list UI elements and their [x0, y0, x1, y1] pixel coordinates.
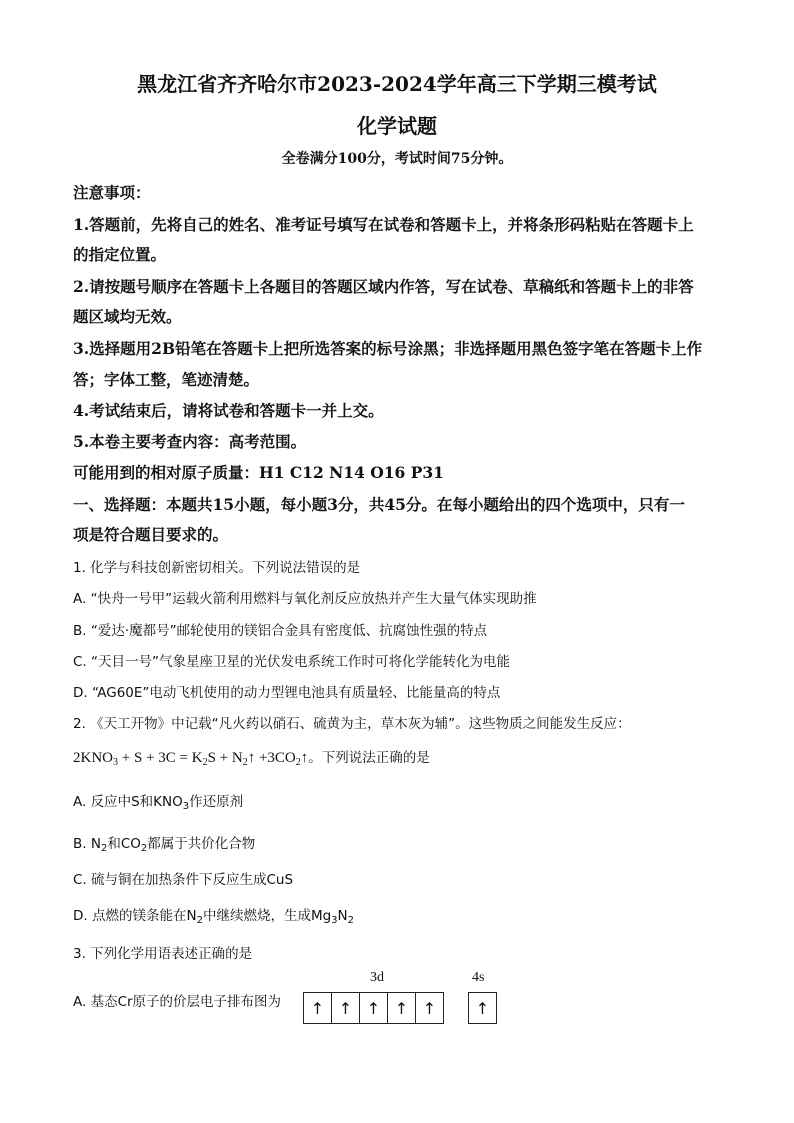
notice-item-2b: 题区域均无效。	[73, 307, 182, 326]
q1-stem: 1. 化学与科技创新密切相关。下列说法错误的是	[73, 560, 361, 576]
electron-up-arrow-icon: ↑	[388, 993, 416, 1023]
exam-info: 全卷满分100分，考试时间75分钟。	[281, 151, 513, 167]
q3-stem: 3. 下列化学用语表述正确的是	[73, 946, 253, 962]
section-heading-a: 一、选择题：本题共15小题，每小题3分，共45分。在每小题给出的四个选项中，只有一	[73, 495, 685, 514]
atomic-masses: 可能用到的相对原子质量：H1 C12 N14 O16 P31	[73, 463, 444, 482]
q2-equation: $2KNO_3 + S + 3C = K_2S$ + $N_2↑$ $+3CO_2↑$	[73, 750, 309, 768]
notice-item-1b: 的指定位置。	[73, 245, 167, 264]
electron-up-arrow-icon: ↑	[422, 998, 437, 1018]
notice-heading: 注意事项：	[73, 183, 151, 202]
q1-option-b: B. “爱达·魔都号”邮轮使用的镁铝合金具有密度低、抗腐蚀性强的特点	[73, 623, 488, 639]
notice-item-1a: 1.答题前，先将自己的姓名、准考证号填写在试卷和答题卡上，并将条形码粘贴在答题卡上	[73, 215, 694, 234]
exam-title: 黑龙江省齐齐哈尔市2023-2024学年高三下学期三模考试	[137, 72, 657, 96]
orbital-label-3d: 3d	[370, 970, 384, 985]
notice-item-5: 5.本卷主要考查内容：高考范围。	[73, 432, 307, 451]
q2-option-d: D. 点燃的镁条能在$N_2$中继续燃烧，生成$Mg_3N_2$	[73, 908, 355, 926]
q2-stem: 2. 《天工开物》中记载“凡火药以硝石、硫黄为主，草木灰为辅”。这些物质之间能发生反应：	[73, 716, 631, 732]
q1-option-d: D. “AG60E”电动飞机使用的动力型锂电池具有质量轻、比能量高的特点	[73, 685, 501, 701]
orbital-3d-boxes	[303, 992, 444, 1024]
q3-option-a: A. 基态Cr原子的价层电子排布图为	[73, 994, 282, 1010]
q2-option-c: C. 硫与铜在加热条件下反应生成CuS	[73, 872, 294, 888]
q1-option-a: A. “快舟一号甲”运载火箭利用燃料与氧化剂反应放热并产生大量气体实现助推	[73, 591, 537, 607]
orbital-4s-box	[468, 992, 497, 1024]
q2-equation-line	[73, 746, 430, 767]
q1-option-c: C. “天目一号”气象星座卫星的光伏发电系统工作时可将化学能转化为电能	[73, 654, 510, 670]
notice-item-3b: 答；字体工整，笔迹清楚。	[73, 370, 260, 389]
exam-subject: 化学试题	[357, 114, 437, 138]
q2-option-b: B. $N_2$和$CO_2$都属于共价化合物	[73, 836, 256, 854]
notice-item-4: 4.考试结束后，请将试卷和答题卡一并上交。	[73, 401, 384, 420]
electron-up-arrow-icon: ↑	[360, 993, 388, 1023]
q2-option-a: A. 反应中S和$KNO_3$作还原剂	[73, 794, 244, 812]
section-heading-b: 项是符合题目要求的。	[73, 525, 229, 544]
electron-up-arrow-icon: ↑	[475, 998, 490, 1018]
q2-equation-tail: 。下列说法正确的是	[308, 750, 430, 766]
notice-item-3a: 3.选择题用2B铅笔在答题卡上把所选答案的标号涂黑；非选择题用黑色签字笔在答题卡上作	[73, 339, 703, 358]
notice-item-2a: 2.请按题号顺序在答题卡上各题目的答题区域内作答，写在试卷、草稿纸和答题卡上的非答	[73, 277, 694, 296]
orbital-label-4s: 4s	[472, 970, 485, 985]
electron-up-arrow-icon: ↑	[332, 993, 360, 1023]
electron-up-arrow-icon: ↑	[304, 993, 332, 1023]
